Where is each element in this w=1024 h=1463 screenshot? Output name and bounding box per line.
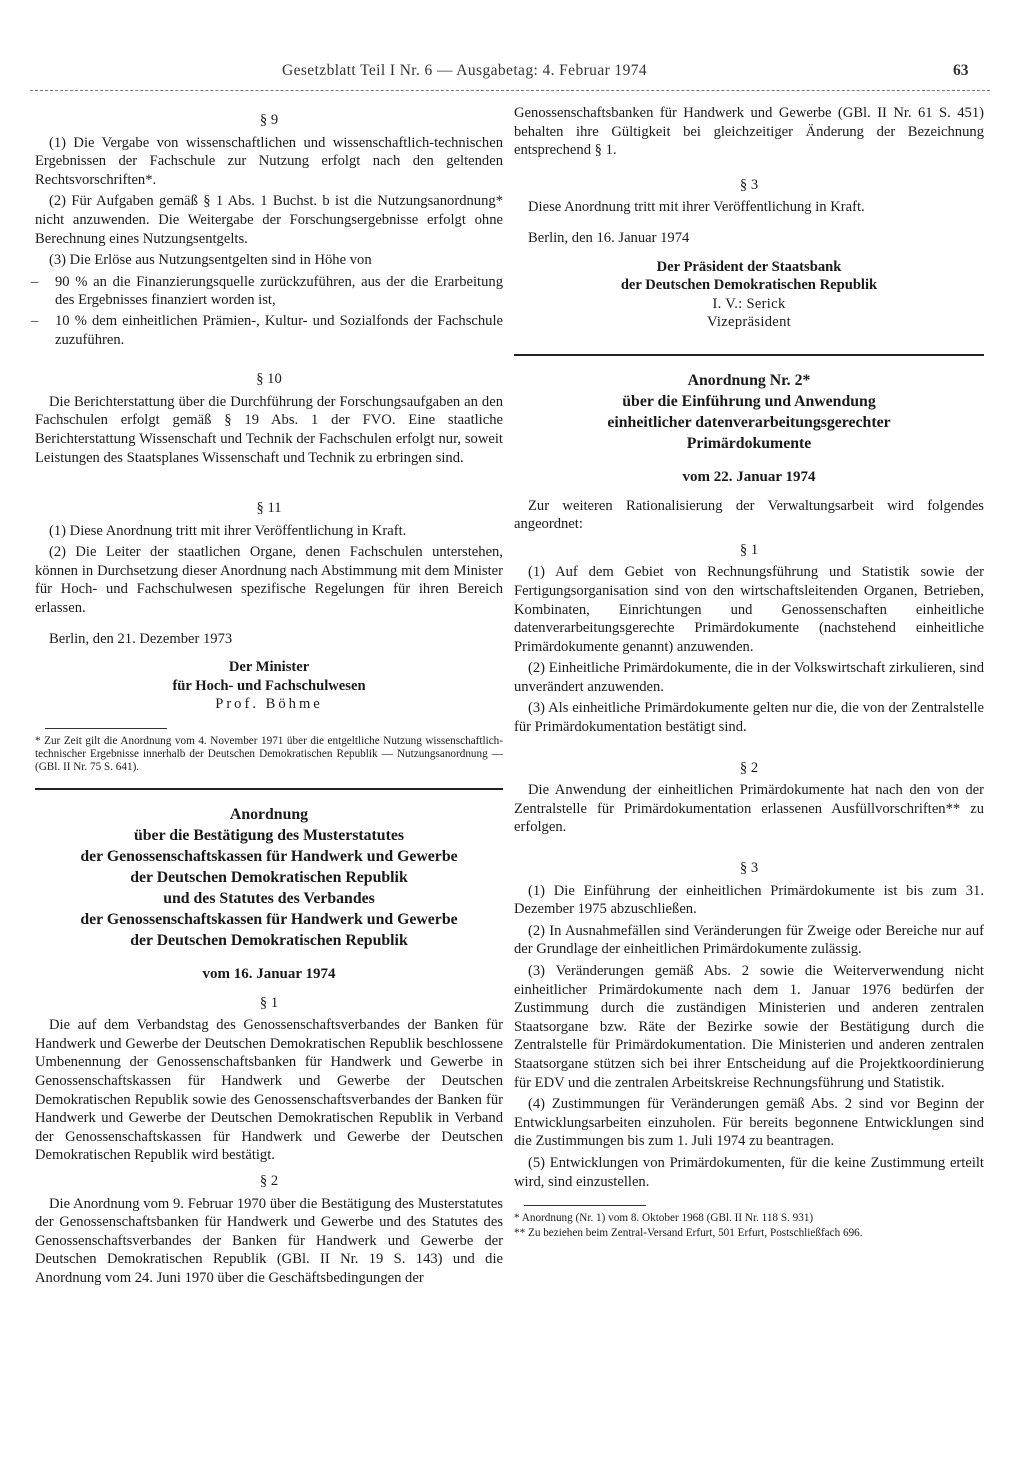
section-heading: § 11	[256, 500, 282, 517]
header-rule	[30, 90, 990, 91]
paragraph: Die Anordnung vom 9. Februar 1970 über die Bestätigung des Musterstatutes der Genossenschaftsbanken für Handwerk und Gewerbe und des Statutes des Genossenschaftsverbandes der Banken für Handwerk und Gewerbe der Deutschen Demokratischen Republik (GBl. II Nr. 19 S. 143) und die Anordnung vom 24. Juni 1970 über die Geschäftsbedingungen der	[35, 1195, 503, 1286]
section-heading: § 2	[259, 1172, 279, 1189]
footnote-rule	[45, 728, 167, 729]
signature-title: der Deutschen Demokratischen Republik	[620, 277, 878, 294]
place-date: Berlin, den 21. Dezember 1973	[49, 630, 233, 647]
section-heading: § 1	[259, 994, 279, 1011]
decree-title: der Deutschen Demokratischen Republik	[130, 869, 408, 887]
signature-title: für Hoch- und Fachschulwesen	[172, 677, 366, 694]
right-column	[514, 104, 984, 1242]
decree-title: der Genossenschaftskassen für Handwerk und Gewerbe	[80, 911, 458, 929]
page-number: 63	[953, 62, 969, 79]
paragraph: Zur weiteren Rationalisierung der Verwaltungsarbeit wird folgendes angeordnet:	[514, 497, 984, 533]
signature-name: I. V.: Serick	[712, 295, 786, 312]
footnote: ** Zu beziehen beim Zentral-Versand Erfurt, 501 Erfurt, Postschließfach 696.	[514, 1227, 863, 1240]
section-divider	[514, 354, 984, 356]
footnote: * Anordnung (Nr. 1) vom 8. Oktober 1968 (GBl. II Nr. 118 S. 931)	[514, 1212, 814, 1225]
section-heading: § 3	[739, 860, 759, 877]
decree-title: Anordnung	[229, 806, 309, 824]
footnote: * Zur Zeit gilt die Anordnung vom 4. November 1971 über die entgeltliche Nutzung wissenschaftlich-technischer Ergebnisse innerhalb der Deutschen Demokratischen Republik — Nutzungsanordnung — (GBl. II Nr. 75 S. 641).	[35, 735, 503, 774]
decree-title: einheitlicher datenverarbeitungsgerechter	[607, 413, 891, 431]
paragraph: Die Berichterstattung über die Durchführung der Forschungsaufgaben an den Fachschulen erfolgt gemäß § 19 Abs. 1 der FVO. Eine staatliche Berichterstattung Wissenschaft und Technik der Fachschulen erfolgt nur, soweit Leistungen des Staatsplanes Wissenschaft und Technik zu erbringen sind.	[35, 393, 503, 466]
paragraph: (2) In Ausnahmefällen sind Veränderungen für Zweige oder Bereiche nur auf der Grundlage der einheitlichen Primärdokumente zulässig.	[514, 922, 984, 958]
footnote-rule	[524, 1205, 646, 1206]
section-heading: § 9	[259, 112, 279, 128]
decree-date: vom 16. Januar 1974	[202, 966, 336, 983]
signature-title: Der Präsident der Staatsbank	[656, 258, 842, 275]
decree-title: und des Statutes des Verbandes	[163, 890, 375, 908]
paragraph: (3) Die Erlöse aus Nutzungsentgelten sind in Höhe von	[49, 252, 372, 269]
section-heading: § 3	[739, 176, 759, 193]
decree-title: Anordnung Nr. 2*	[687, 371, 811, 389]
paragraph: (1) Die Vergabe von wissenschaftlichen und wissenschaftlich-technischen Ergebnissen der Fachschule zur Nutzung erfolgt nach den geltenden Rechtsvorschriften*.	[35, 134, 503, 188]
decree-title: der Deutschen Demokratischen Republik	[130, 932, 408, 950]
paragraph: Genossenschaftsbanken für Handwerk und Gewerbe (GBl. II Nr. 61 S. 451) behalten ihre Gültigkeit bei gleichzeitiger Änderung der Bezeichnung entsprechend § 1.	[514, 105, 984, 159]
signature-role: Vizepräsident	[706, 314, 792, 331]
signature-title: Der Minister	[228, 659, 310, 676]
paragraph: Die auf dem Verbandstag des Genossenschaftsverbandes der Banken für Handwerk und Gewerbe der Deutschen Demokratischen Republik beschlossene Umbenennung der Genossenschaftsbanken für Handwerk und Gewerbe in Genossenschaftskassen für Handwerk und Gewerbe der Deutschen Demokratischen Republik sowie des Genossenschaftsverbandes der Banken für Handwerk und Gewerbe der Deutschen Demokratischen Republik in Verband der Genossenschaftskassen für Handwerk und Gewerbe der Deutschen Demokratischen Republik wird bestätigt.	[35, 1017, 503, 1164]
paragraph: (1) Auf dem Gebiet von Rechnungsführung und Statistik sowie der Fertigungsorganisation sind von den wirtschaftsleitenden Organen, Betrieben, Kombinaten, Einrichtungen und Genossenschaften einheitliche datenverarbeitungsgerechte Primärdokumente (nachstehend einheitliche Primärdokumente genannt) anzuwenden.	[514, 564, 984, 655]
decree-date: vom 22. Januar 1974	[682, 468, 816, 485]
section-divider	[35, 788, 503, 790]
section-heading: § 1	[739, 541, 759, 558]
paragraph: (1) Die Einführung der einheitlichen Primärdokumente ist bis zum 31. Dezember 1975 abzuschließen.	[514, 882, 984, 918]
gazette-title: Gesetzblatt Teil I Nr. 6 — Ausgabetag: 4. Februar 1974	[282, 62, 648, 79]
paragraph: (1) Diese Anordnung tritt mit ihrer Veröffentlichung in Kraft.	[49, 522, 407, 539]
left-column	[35, 104, 503, 1291]
dash-item: – 90 % an die Finanzierungsquelle zurückzuführen, aus der die Erarbeitung des Ergebnisses finanziert worden ist,	[35, 273, 503, 310]
paragraph: (3) Als einheitliche Primärdokumente gelten nur die, die von der Zentralstelle für Primärdokumentation bestätigt sind.	[514, 700, 984, 736]
section-heading: § 10	[256, 371, 282, 388]
paragraph: (2) Die Leiter der staatlichen Organe, denen Fachschulen unterstehen, können in Durchsetzung dieser Anordnung nach Abstimmung mit dem Minister für Hoch- und Fachschulwesen spezifische Regelungen für ihren Bereich erlassen.	[35, 544, 503, 617]
decree-title: Primärdokumente	[686, 434, 812, 452]
paragraph: Die Anwendung der einheitlichen Primärdokumente hat nach den von der Zentralstelle für Primärdokumentation erlassenen Ausfüllvorschriften** zu erfolgen.	[514, 782, 984, 836]
decree-title: der Genossenschaftskassen für Handwerk und Gewerbe	[80, 848, 458, 866]
paragraph: (3) Veränderungen gemäß Abs. 2 sowie die Weiterverwendung nicht einheitlicher Primärdokumente nach dem 1. Januar 1976 bedürfen der Zustimmung durch die zuständigen Ministerien und anderen zentralen Staatsorgane bzw. Räte der Bezirke sowie der Bestätigung durch die Zentralstelle für Primärdokumentation. Die Ministerien und anderen zentralen Staatsorgane stützen sich bei ihrer Entscheidung auf die Projektkoordinierung für EDV und die zentralen Arbeitskreise Rechnungsführung und Statistik.	[514, 963, 984, 1091]
paragraph: (4) Zustimmungen für Veränderungen gemäß Abs. 2 sind vor Beginn der Entwicklungsarbeiten einzuholen. Für bereits begonnene Entwicklungen sind die Zustimmungen bis zum 1. Juli 1974 zu beantragen.	[514, 1096, 984, 1150]
signature-name: Prof. Böhme	[215, 696, 323, 713]
section-heading: § 2	[739, 759, 759, 776]
dash-item: – 10 % dem einheitlichen Prämien-, Kultur- und Sozialfonds der Fachschule zuzuführen.	[35, 312, 503, 349]
page-header	[0, 0, 1024, 95]
decree-title: über die Einführung und Anwendung	[622, 392, 876, 410]
paragraph: (5) Entwicklungen von Primärdokumenten, für die keine Zustimmung erteilt wird, sind einzustellen.	[514, 1154, 984, 1190]
decree-title: über die Bestätigung des Musterstatutes	[133, 827, 404, 845]
paragraph: Diese Anordnung tritt mit ihrer Veröffentlichung in Kraft.	[528, 199, 865, 216]
paragraph: (2) Für Aufgaben gemäß § 1 Abs. 1 Buchst. b ist die Nutzungsanordnung* nicht anzuwenden. Die Weitergabe der Forschungsergebnisse erfolgt ohne Berechnung eines Nutzungsentgelts.	[35, 193, 503, 247]
place-date: Berlin, den 16. Januar 1974	[528, 229, 690, 246]
paragraph: (2) Einheitliche Primärdokumente, die in der Volkswirtschaft zirkulieren, sind unverändert anzuwenden.	[514, 660, 984, 695]
